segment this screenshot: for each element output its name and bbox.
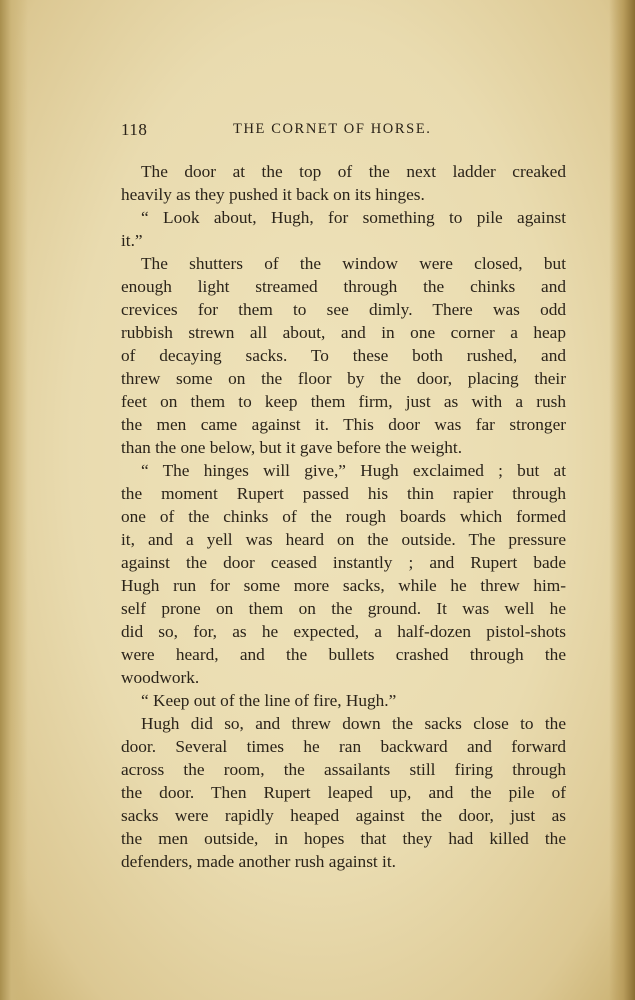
text-line: against the door ceased instantly ; and Rupert bade <box>121 553 566 572</box>
text-line: were heard, and the bullets crashed through the <box>121 645 566 664</box>
text-line: threw some on the floor by the door, placing their <box>121 369 566 388</box>
text-line: The shutters of the window were closed, but <box>141 254 566 273</box>
text-line: Hugh run for some more sacks, while he threw him- <box>121 576 566 595</box>
text-line: the men came against it. This door was far stronger <box>121 415 566 434</box>
text-line: it.” <box>121 231 143 250</box>
text-line: the moment Rupert passed his thin rapier through <box>121 484 566 503</box>
text-line: “ Look about, Hugh, for something to pile against <box>141 208 566 227</box>
text-body <box>121 160 566 873</box>
text-line: “ The hinges will give,” Hugh exclaimed ; but at <box>141 461 566 480</box>
text-line: door. Several times he ran backward and forward <box>121 737 566 756</box>
text-line: heavily as they pushed it back on its hinges. <box>121 185 425 204</box>
text-line: Hugh did so, and threw down the sacks close to the <box>141 714 566 733</box>
text-line: the door. Then Rupert leaped up, and the pile of <box>121 783 566 802</box>
text-line: defenders, made another rush against it. <box>121 852 396 871</box>
running-title: THE CORNET OF HORSE. <box>233 121 432 137</box>
text-line: rubbish strewn all about, and in one corner a heap <box>121 323 566 342</box>
text-line: of decaying sacks. To these both rushed, and <box>121 346 566 365</box>
text-line: enough light streamed through the chinks and <box>121 277 566 296</box>
text-line: one of the chinks of the rough boards which formed <box>121 507 566 526</box>
text-line: feet on them to keep them firm, just as with a rush <box>121 392 566 411</box>
page-number: 118 <box>121 120 148 139</box>
text-line: across the room, the assailants still firing through <box>121 760 566 779</box>
text-line: The door at the top of the next ladder creaked <box>141 162 566 181</box>
page-header <box>121 120 566 142</box>
text-line: crevices for them to see dimly. There was odd <box>121 300 566 319</box>
text-line: it, and a yell was heard on the outside. The pressure <box>121 530 566 549</box>
text-line: self prone on them on the ground. It was well he <box>121 599 566 618</box>
text-line: sacks were rapidly heaped against the door, just as <box>121 806 566 825</box>
text-line: the men outside, in hopes that they had killed the <box>121 829 566 848</box>
text-line: did so, for, as he expected, a half-dozen pistol-shots <box>121 622 566 641</box>
text-line: woodwork. <box>121 668 200 687</box>
text-line: than the one below, but it gave before the weight. <box>121 438 463 457</box>
text-line: “ Keep out of the line of fire, Hugh.” <box>141 691 397 710</box>
